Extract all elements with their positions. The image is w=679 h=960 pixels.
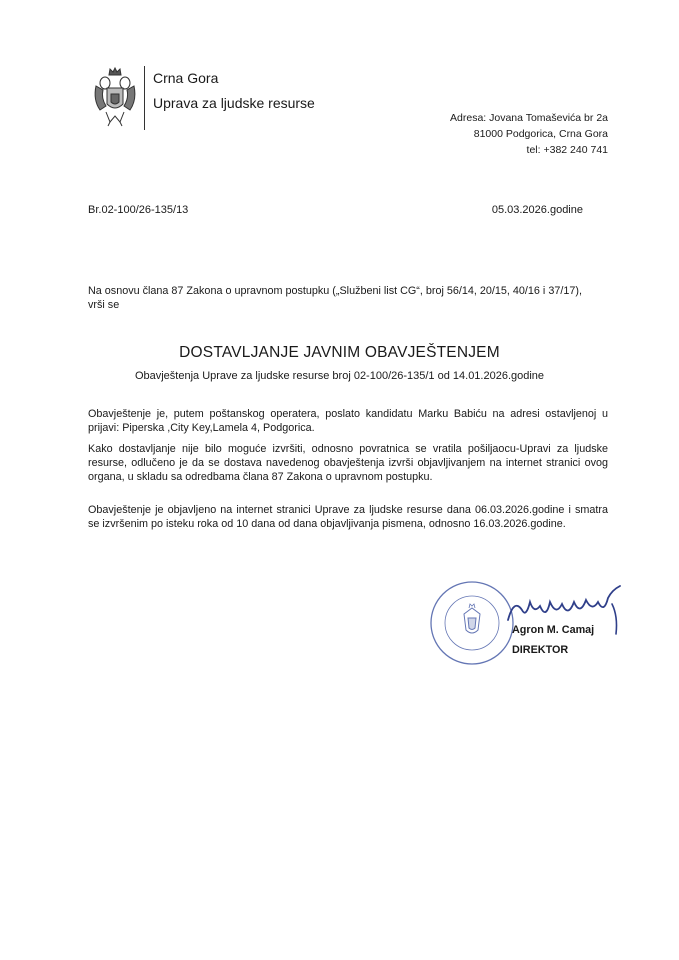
agency-name: Uprava za ljudske resurse xyxy=(153,95,315,111)
intro-line: Na osnovu člana 87 Zakona o upravnom postupku („Službeni list CG“, broj 56/14, 20/15, 40/16 i 37/17), xyxy=(88,285,582,297)
intro-line-2: vrši se xyxy=(88,299,120,311)
body-paragraph: Kako dostavljanje nije bilo moguće izvršiti, odnosno povratnica se vratila pošiljaocu-Upravi za ljudske resurse, odlučeno je da se dostava navedenog obavještenja izvrši objavljivanjem na internet stranici ovog organa, u skladu sa odredbama člana 87 Zakona o upravnom postupku. xyxy=(88,443,608,483)
body-paragraph: Obavještenje je objavljeno na internet stranici Uprave za ljudske resurse dana 06.03.2026.godine i smatra se izvršenim po isteku roka od 10 dana od dana objavljivanja pismena, odnosno 16.03.2026.godine. xyxy=(88,504,608,530)
country-name: Crna Gora xyxy=(153,70,219,86)
document-date: 05.03.2026.godine xyxy=(491,204,583,216)
phone-number: tel: +382 240 741 xyxy=(526,144,608,156)
coat-of-arms-icon xyxy=(92,66,138,128)
document-title: DOSTAVLJANJE JAVNIM OBAVJEŠTENJEM xyxy=(179,344,500,361)
address-city: 81000 Podgorica, Crna Gora xyxy=(473,128,608,140)
signer-name: Agron M. Camaj xyxy=(512,624,595,636)
body-paragraph: Obavještenje je, putem poštanskog operatera, poslato kandidatu Marku Babiću na adresi ostavljenoj u prijavi: Piperska ,City Key,Lamela 4, Podgorica. xyxy=(88,408,608,434)
document-subtitle: Obavještenja Uprave za ljudske resurse broj 02-100/26-135/1 od 14.01.2026.godine xyxy=(134,370,545,382)
signer-role: DIREKTOR xyxy=(512,644,569,656)
reference-number: Br.02-100/26-135/13 xyxy=(88,204,189,216)
header-divider xyxy=(144,66,145,130)
address-line: Adresa: Jovana Tomaševića br 2a xyxy=(450,112,608,124)
